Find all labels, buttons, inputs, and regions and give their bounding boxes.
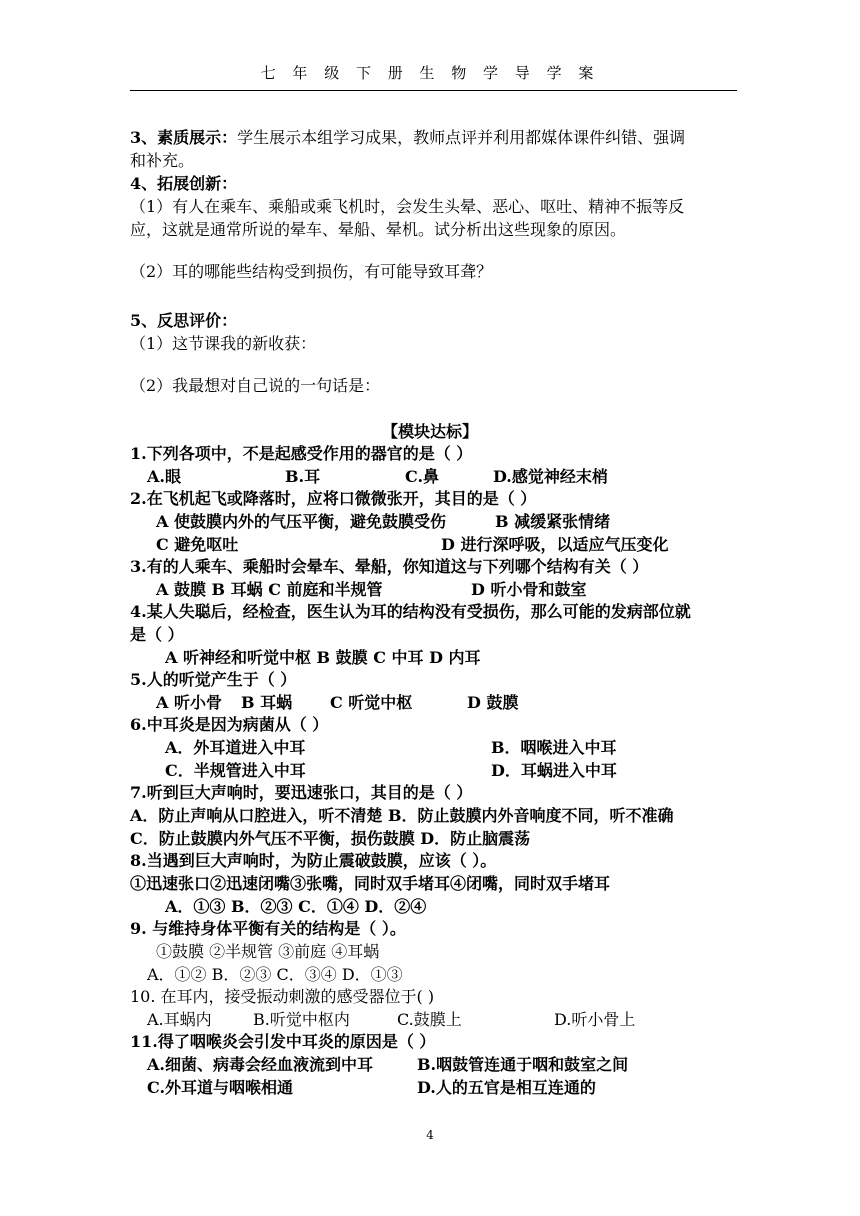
q1-option-c: C.鼻 [405,467,440,486]
header-rule [130,90,737,91]
page-header: 七 年 级 下 册 生 物 学 导 学 案 [260,64,600,82]
section-5-q2: （2）我最想对自己说的一句话是： [130,376,381,395]
q4-stem-line-2: 是（ ） [130,625,184,644]
q1-stem: 1.下列各项中，不是起感受作用的器官的是（ ） [130,444,473,463]
q1-option-a: A.眼 [147,467,181,486]
q8-stem: 8.当遇到巨大声响时，为防止震破鼓膜，应该（ ）。 [130,851,497,870]
q8-options: A．①③ B．②③ C．①④ D．②④ [165,897,427,916]
q11-option-d: D.人的五官是相互连通的 [417,1078,596,1097]
q11-option-c: C.外耳道与咽喉相通 [147,1078,294,1097]
q2-option-b: B 减缓紧张情绪 [495,512,611,531]
section-4-q1-line-1: （1）有人在乘车、乘船或乘飞机时，会发生头晕、恶心、呕吐、精神不振等反 [130,197,685,216]
module-title: 【模块达标】 [381,422,478,441]
q6-option-a: A．外耳道进入中耳 [165,738,306,757]
q5-option-c: C 听觉中枢 [330,693,413,712]
q9-stem: 9. 与维持身体平衡有关的结构是（ ）。 [130,919,406,938]
q9-items: ①鼓膜 ②半规管 ③前庭 ④耳蜗 [156,942,380,961]
q10-option-d: D.听小骨上 [554,1010,636,1029]
q1-option-d: D.感觉神经末梢 [493,467,608,486]
q5-option-b: B 耳蜗 [241,693,293,712]
q11-option-b: B.咽鼓管连通于咽和鼓室之间 [417,1055,629,1074]
q4-stem-line-1: 4.某人失聪后，经检查，医生认为耳的结构没有受损伤，那么可能的发病部位就 [130,602,691,621]
q5-option-d: D 鼓膜 [467,693,519,712]
q2-option-d: D 进行深呼吸，以适应气压变化 [441,535,669,554]
section-4-q1-line-2: 应，这就是通常所说的晕车、晕船、晕机。试分析出这些现象的原因。 [130,220,627,239]
section-5-q1: （1）这节课我的新收获： [130,334,317,353]
q9-options: A．①② B．②③ C．③④ D．①③ [147,965,403,984]
q3-options-abc: A 鼓膜 B 耳蜗 C 前庭和半规管 [156,580,383,599]
q6-option-d: D．耳蜗进入中耳 [491,761,617,780]
q6-option-c: C．半规管进入中耳 [165,761,306,780]
q7-options-line-1: A．防止声响从口腔进入，听不清楚 B．防止鼓膜内外音响度不同，听不准确 [130,806,674,825]
q6-stem: 6.中耳炎是因为病菌从（ ） [130,715,329,734]
q10-stem: 10. 在耳内，接受振动刺激的感受器位于( ) [130,987,435,1006]
q11-option-a: A.细菌、病毒会经血液流到中耳 [147,1055,373,1074]
q5-stem: 5.人的听觉产生于（ ） [130,670,297,689]
q10-option-b: B.听觉中枢内 [253,1010,350,1029]
q7-options-line-2: C．防止鼓膜内外气压不平衡，损伤鼓膜 D．防止脑震荡 [130,829,531,848]
q4-options: A 听神经和听觉中枢 B 鼓膜 C 中耳 D 内耳 [165,648,481,667]
q2-option-a: A 使鼓膜内外的气压平衡，避免鼓膜受伤 [156,512,446,531]
q6-option-b: B．咽喉进入中耳 [491,738,617,757]
q1-option-b: B.耳 [285,467,321,486]
q2-option-c: C 避免呕吐 [156,535,239,554]
q5-option-a: A 听小骨 [156,693,222,712]
q3-stem: 3.有的人乘车、乘船时会晕车、晕船，你知道这与下列哪个结构有关（ ） [130,557,649,576]
section-4-label: 4、拓展创新： [130,174,238,193]
q8-items: ①迅速张口②迅速闭嘴③张嘴，同时双手堵耳④闭嘴，同时双手堵耳 [130,874,611,893]
section-3-text: 学生展示本组学习成果，教师点评并利用都媒体课件纠错、强调 [237,128,686,147]
section-5-label: 5、反思评价： [130,311,238,330]
section-4-q2: （2）耳的哪能些结构受到损伤，有可能导致耳聋？ [130,262,493,281]
q7-stem: 7.听到巨大声响时，要迅速张口，其目的是（ ） [130,783,473,802]
q10-option-c: C.鼓膜上 [397,1010,462,1029]
q2-stem: 2.在飞机起飞或降落时，应将口微微张开，其目的是（ ） [130,489,537,508]
q3-option-d: D 听小骨和鼓室 [471,580,587,599]
section-3-label: 3、素质展示： [130,128,238,147]
section-3-line-1 [130,127,685,149]
q11-stem: 11.得了咽喉炎会引发中耳炎的原因是（ ） [130,1032,436,1051]
page-number: 4 [426,1128,434,1142]
q10-option-a: A.耳蜗内 [147,1010,212,1029]
section-3-line-2: 和补充。 [130,151,195,170]
